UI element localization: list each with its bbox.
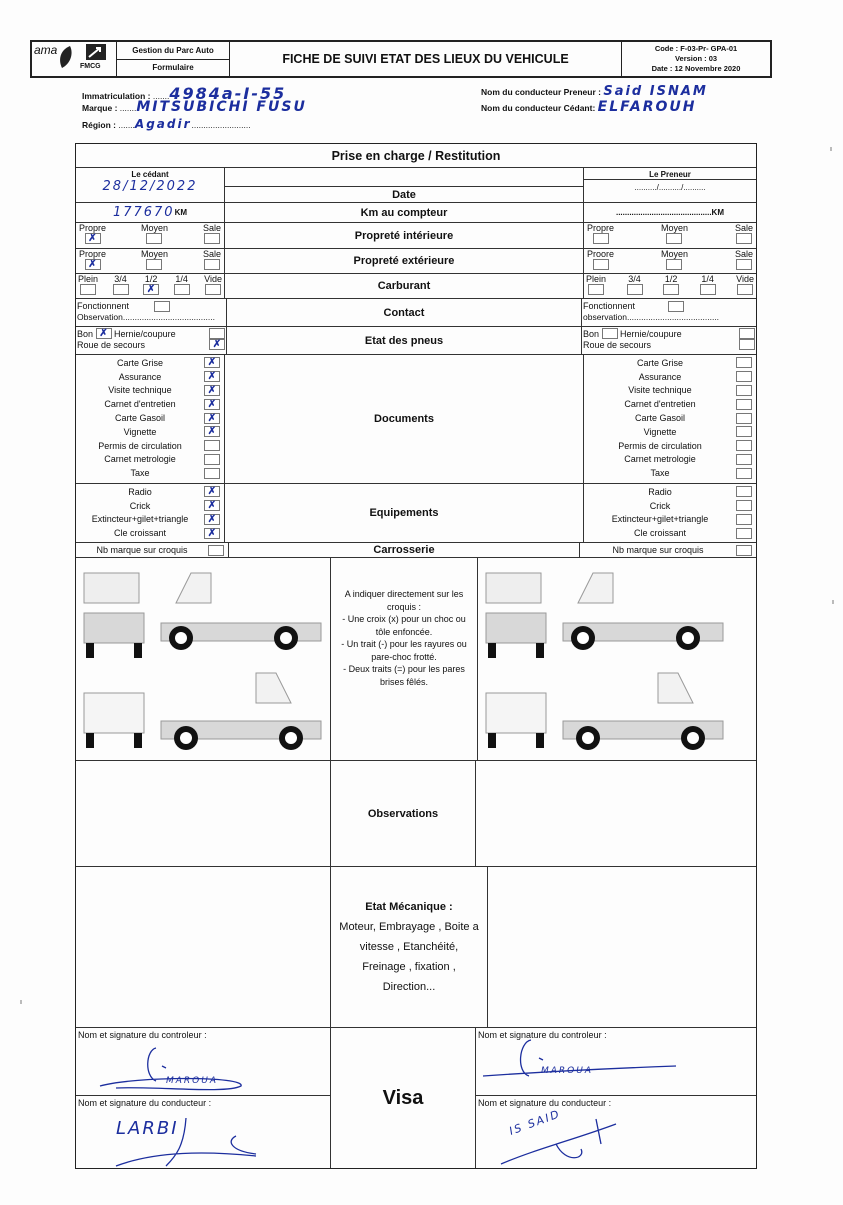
sig-name: LARBI	[116, 1118, 179, 1139]
checkbox-checked[interactable]: ✗	[204, 426, 220, 437]
hub-shape	[682, 632, 694, 644]
checkbox-vide[interactable]	[205, 284, 221, 295]
col-header-cedant: Le cédant	[131, 170, 169, 179]
checkbox-1-4[interactable]	[174, 284, 190, 295]
checkbox-1-4[interactable]	[700, 284, 716, 295]
col-header-preneur: Le Preneur	[649, 170, 691, 179]
cab-shape	[658, 673, 693, 703]
checklist-label: Crick	[129, 500, 151, 511]
logo-subtext: FMCG	[80, 63, 101, 70]
region-label: Région :	[82, 120, 116, 130]
front-tire	[134, 643, 142, 658]
vehicle-sketch-right[interactable]	[478, 558, 756, 760]
preneur-nb-marque	[580, 543, 756, 557]
sig-conducteur-label: Nom et signature du conducteur :	[478, 1098, 612, 1108]
front-tire	[86, 643, 94, 658]
cedant-documents-list	[76, 355, 225, 483]
checklist-item	[76, 384, 224, 398]
sig-controleur-label: Nom et signature du controleur :	[78, 1030, 207, 1040]
preneur-conducteur-signature[interactable]	[476, 1096, 756, 1168]
opt-3-4: 3/4	[114, 274, 127, 284]
company-logo	[32, 42, 117, 76]
bon-label: Bon	[77, 328, 94, 339]
cedant-nb-marque	[76, 543, 229, 557]
checklist-label: Crick	[649, 500, 671, 511]
cab-shape	[256, 673, 291, 703]
checklist-label: Carnet d'entretien	[624, 399, 696, 410]
checkbox[interactable]	[736, 500, 752, 511]
opt-1-2: 1/2	[144, 274, 158, 284]
checkbox-checked[interactable]: ✗	[204, 385, 220, 396]
preneur-mecanique-area[interactable]	[488, 867, 756, 1027]
checklist-item	[584, 411, 756, 425]
row-label-equipements: Equipements	[225, 484, 584, 542]
checklist-item	[76, 370, 224, 384]
doc-version: Version : 03	[674, 54, 718, 63]
checklist-item	[76, 499, 224, 513]
preneur-km-input[interactable]: ...........................................KM	[615, 208, 724, 217]
checkbox[interactable]	[736, 371, 752, 382]
hub-shape	[577, 632, 589, 644]
form-header	[30, 40, 772, 78]
checkbox[interactable]	[736, 426, 752, 437]
checklist-item	[76, 356, 224, 370]
checkbox[interactable]	[736, 385, 752, 396]
opt-propre: Propre	[587, 223, 615, 233]
marque-field[interactable]: Marque : .......MITSUBICHI FUSU	[82, 99, 307, 115]
signature-icon	[481, 1034, 681, 1089]
checkbox-checked[interactable]: ✗	[204, 528, 220, 539]
hub-shape	[280, 632, 292, 644]
opt-vide: Vide	[736, 274, 754, 284]
marque-label: Marque :	[82, 103, 118, 113]
date-label-cell	[225, 168, 584, 202]
checkbox[interactable]	[736, 399, 752, 410]
checkbox-hernie[interactable]	[739, 328, 755, 339]
front-windshield	[84, 573, 139, 603]
opt-propre: Propre	[79, 223, 107, 233]
opt-sale: Sale	[202, 249, 221, 259]
cedant-signatures	[76, 1028, 331, 1168]
scan-speck	[830, 147, 832, 151]
rear-tire	[134, 733, 142, 748]
checklist-item	[76, 411, 224, 425]
preneur-equipements-list	[584, 484, 756, 542]
checklist-item	[584, 425, 756, 439]
checklist-label: Carnet metrologie	[624, 454, 696, 465]
checkbox-propre-checked[interactable]: ✗	[85, 233, 101, 244]
mecanique-title: Etat Mécanique :	[365, 901, 453, 913]
opt-sale: Sale	[734, 249, 753, 259]
signature-icon	[496, 1114, 636, 1169]
checklist-label: Visite technique	[628, 385, 692, 396]
sig-name: MAROUA	[166, 1076, 219, 1086]
sig-name: MAROUA	[541, 1066, 594, 1076]
sketch-instructions	[331, 558, 478, 760]
row-label-documents: Documents	[225, 355, 584, 483]
fonctionnent-label: Fonctionnent	[77, 301, 130, 311]
checkbox-fonctionnent[interactable]	[668, 301, 684, 312]
cedant-label: Nom du conducteur Cédant:	[481, 103, 596, 113]
cedant-contact-cell	[76, 299, 227, 326]
checkbox-checked[interactable]: ✗	[204, 371, 220, 382]
hub-shape	[180, 732, 192, 744]
checklist-item	[76, 526, 224, 540]
instruction-line: - Deux traits (=) pour les pares brises fêlés.	[343, 664, 465, 687]
cedant-mecanique-area[interactable]	[76, 867, 331, 1027]
checklist-item	[584, 485, 756, 499]
checkbox-checked[interactable]: ✗	[204, 500, 220, 511]
rear-tire	[536, 733, 544, 748]
cedant-controleur-signature[interactable]	[76, 1028, 330, 1096]
checklist-label: Vignette	[123, 426, 157, 437]
checkbox-propre[interactable]	[593, 259, 609, 270]
km-unit: KM	[174, 208, 188, 217]
checklist-item	[76, 485, 224, 499]
checklist-item	[584, 384, 756, 398]
checklist-label: Extincteur+gilet+triangle	[611, 514, 709, 525]
checkbox[interactable]	[736, 440, 752, 451]
checklist-item	[76, 513, 224, 527]
opt-plein: Plein	[78, 274, 99, 284]
cedant-km-cell[interactable]	[76, 203, 225, 222]
checkbox-fonctionnent[interactable]	[154, 301, 170, 312]
checklist-item	[76, 397, 224, 411]
immatriculation-value[interactable]: 4984a-I-55	[169, 84, 287, 103]
checklist-item	[76, 425, 224, 439]
checkbox[interactable]	[204, 454, 220, 465]
front-tire	[536, 643, 544, 658]
hub-shape	[285, 732, 297, 744]
instruction-line: A indiquer directement sur les croquis :	[344, 589, 464, 612]
front-bumper	[486, 613, 546, 643]
opt-moyen: Moyen	[660, 249, 688, 259]
checklist-label: Radio	[128, 486, 152, 497]
checkbox-checked[interactable]: ✗	[204, 514, 220, 525]
mecanique-label-cell	[331, 867, 488, 1027]
preneur-prop-int-options	[584, 223, 756, 248]
checkbox[interactable]	[736, 468, 752, 479]
sig-controleur-label: Nom et signature du controleur :	[478, 1030, 607, 1040]
cedant-date-value[interactable]: 28/12/2022	[102, 179, 198, 194]
checkbox-checked[interactable]: ✗	[204, 357, 220, 368]
checkbox-1-2-checked[interactable]: ✗	[143, 284, 159, 295]
doc-date: Date : 12 Novembre 2020	[651, 64, 741, 73]
opt-sale: Sale	[734, 223, 753, 233]
checklist-item	[76, 439, 224, 453]
department-label: Gestion du Parc Auto	[117, 42, 229, 60]
row-label-observations: Observations	[331, 761, 476, 866]
checklist-item	[584, 499, 756, 513]
checkbox-hernie[interactable]	[209, 328, 225, 339]
checkbox[interactable]	[736, 357, 752, 368]
hub-shape	[175, 632, 187, 644]
checkbox[interactable]	[204, 468, 220, 479]
preneur-signatures	[476, 1028, 756, 1168]
doc-type-label: Formulaire	[152, 63, 194, 73]
preneur-carburant-options	[584, 274, 756, 298]
checkbox-sale[interactable]	[736, 259, 752, 270]
form-title: FICHE DE SUIVI ETAT DES LIEUX DU VEHICULE	[230, 42, 622, 76]
checkbox-propre-checked[interactable]: ✗	[85, 259, 101, 270]
row-label-date: Date	[225, 186, 583, 201]
checkbox-checked[interactable]: ✗	[204, 399, 220, 410]
checklist-label: Carnet d'entretien	[104, 399, 176, 410]
vehicle-sketch-left[interactable]	[76, 558, 331, 760]
cedant-prop-int-options	[76, 223, 225, 248]
checklist-label: Carte Grise	[116, 357, 163, 368]
leaf-icon	[56, 44, 74, 70]
preneur-field[interactable]	[481, 84, 708, 99]
opt-vide: Vide	[204, 274, 222, 284]
checklist-item	[584, 370, 756, 384]
opt-3-4: 3/4	[628, 274, 641, 284]
checklist-label: Cle croissant	[113, 528, 167, 539]
checklist-label: Taxe	[650, 468, 670, 479]
fonctionnent-label: Fonctionnent	[583, 301, 636, 311]
row-label-contact: Contact	[227, 299, 582, 326]
checkbox-sale[interactable]	[204, 259, 220, 270]
cedant-pneus-cell	[76, 327, 227, 354]
checklist-label: Extincteur+gilet+triangle	[91, 514, 189, 525]
hub-shape	[582, 732, 594, 744]
opt-sale: Sale	[202, 223, 221, 233]
preneur-date-input[interactable]: ........../........../..........	[584, 179, 756, 192]
checkbox-bon-checked[interactable]: ✗	[96, 328, 112, 339]
visa-label: Visa	[331, 1028, 476, 1168]
checkbox[interactable]	[736, 454, 752, 465]
preneur-prop-ext-options	[584, 249, 756, 273]
nb-marque-input[interactable]	[736, 545, 752, 556]
row-label-carrosserie: Carrosserie	[229, 543, 580, 557]
checkbox[interactable]	[736, 528, 752, 539]
nb-marque-input[interactable]	[208, 545, 224, 556]
immatriculation-field[interactable]: Immatriculation : .......4984a-I-55	[82, 84, 287, 103]
preneur-value[interactable]: Said ISNAM	[603, 84, 708, 99]
row-label-prop-int: Propreté intérieure	[225, 223, 584, 248]
cedant-field[interactable]	[481, 99, 697, 115]
hernie-label: Hernie/coupure	[620, 328, 682, 339]
checklist-label: Permis de circulation	[98, 440, 182, 451]
mecanique-body: Moteur, Embrayage , Boite a vitesse , Etanchéité, Freinage , fixation , Direction...	[339, 921, 479, 993]
checklist-label: Radio	[648, 486, 672, 497]
checkbox-plein[interactable]	[80, 284, 96, 295]
preneur-pneus-cell	[582, 327, 756, 354]
checkbox-3-4[interactable]	[627, 284, 643, 295]
scan-speck	[20, 1000, 22, 1004]
checkbox-plein[interactable]	[588, 284, 604, 295]
checklist-item	[584, 466, 756, 480]
checkbox-1-2[interactable]	[663, 284, 679, 295]
instruction-line: - Une croix (x) pour un choc ou tôle enfoncée.	[342, 614, 466, 637]
checkbox-moyen[interactable]	[146, 259, 162, 270]
front-windshield	[486, 573, 541, 603]
checkbox-checked[interactable]: ✗	[204, 486, 220, 497]
checkbox[interactable]	[736, 514, 752, 525]
opt-moyen: Moyen	[140, 223, 168, 233]
checklist-item	[584, 526, 756, 540]
cab-shape	[176, 573, 211, 603]
checkbox-moyen[interactable]	[666, 259, 682, 270]
cab-shape	[578, 573, 613, 603]
opt-propre: Proore	[587, 249, 615, 259]
preneur-date-cell[interactable]	[584, 168, 756, 202]
preneur-documents-list	[584, 355, 756, 483]
checkbox-sale[interactable]	[736, 233, 752, 244]
checklist-label: Assurance	[638, 371, 682, 382]
checkbox-vide[interactable]	[737, 284, 753, 295]
checklist-label: Carnet metrologie	[104, 454, 176, 465]
arrow-logo-icon	[86, 44, 106, 60]
checklist-item	[584, 453, 756, 467]
checklist-item	[584, 513, 756, 527]
opt-1-4: 1/4	[701, 274, 714, 284]
logo-text: ama	[34, 43, 58, 57]
row-label-km: Km au compteur	[225, 203, 584, 222]
sig-conducteur-label: Nom et signature du conducteur :	[78, 1098, 212, 1108]
doc-code: Code : F-03-Pr- GPA-01	[654, 44, 738, 53]
region-value[interactable]: Agadir	[134, 117, 192, 131]
checkbox-moyen[interactable]	[666, 233, 682, 244]
checkbox-propre[interactable]	[593, 233, 609, 244]
cedant-equipements-list	[76, 484, 225, 542]
opt-moyen: Moyen	[140, 249, 168, 259]
checklist-label: Carte Gasoil	[114, 413, 166, 424]
instruction-line: - Un trait (-) pour les rayures ou pare-choc frotté.	[341, 639, 467, 662]
opt-plein: Plein	[586, 274, 607, 284]
checklist-item	[584, 397, 756, 411]
checkbox-sale[interactable]	[204, 233, 220, 244]
preneur-contact-cell	[582, 299, 756, 326]
roue-label: Roue de secours	[583, 339, 652, 350]
nb-marque-label: Nb marque sur croquis	[612, 545, 704, 555]
section-title: Prise en charge / Restitution	[331, 148, 501, 163]
preneur-controleur-signature[interactable]	[476, 1028, 756, 1096]
immatriculation-label: Immatriculation :	[82, 91, 151, 101]
front-bumper	[84, 613, 144, 643]
checklist-label: Carte Gasoil	[634, 413, 686, 424]
checklist-label: Taxe	[130, 468, 150, 479]
checkbox-roue-checked[interactable]: ✗	[209, 339, 225, 350]
observation-field[interactable]: Observation.......................................	[77, 312, 215, 323]
checklist-label: Carte Grise	[636, 357, 683, 368]
scan-speck	[832, 600, 834, 604]
rear-body	[486, 693, 546, 733]
roue-label: Roue de secours	[77, 339, 146, 350]
checklist-item	[76, 466, 224, 480]
observation-field[interactable]: observation.......................................	[583, 312, 720, 323]
checklist-label: Visite technique	[108, 385, 172, 396]
cedant-observations-area[interactable]	[76, 761, 331, 866]
preneur-label: Nom du conducteur Preneur :	[481, 87, 601, 97]
cedant-prop-ext-options	[76, 249, 225, 273]
nb-marque-label: Nb marque sur croquis	[96, 545, 188, 555]
region-field[interactable]: Région : .......Agadir.........................	[82, 117, 251, 131]
doc-code-block	[622, 42, 770, 76]
truck-diagram-icon	[478, 558, 756, 760]
checkbox-checked[interactable]: ✗	[204, 413, 220, 424]
checklist-item	[76, 453, 224, 467]
cedant-conducteur-signature[interactable]	[76, 1096, 330, 1168]
hernie-label: Hernie/coupure	[114, 328, 176, 339]
rear-tire	[488, 733, 496, 748]
checkbox-bon[interactable]	[602, 328, 618, 339]
hub-shape	[687, 732, 699, 744]
front-tire	[488, 643, 496, 658]
row-label-prop-ext: Propreté extérieure	[225, 249, 584, 273]
rear-tire	[86, 733, 94, 748]
checklist-label: Vignette	[643, 426, 677, 437]
bon-label: Bon	[583, 328, 600, 339]
opt-1-4: 1/4	[175, 274, 188, 284]
opt-propre: Propre	[79, 249, 107, 259]
signature-icon	[106, 1116, 266, 1171]
preneur-observations-area[interactable]	[476, 761, 756, 866]
cedant-carburant-options	[76, 274, 225, 298]
row-label-pneus: Etat des pneus	[227, 327, 582, 354]
truck-diagram-icon	[76, 558, 330, 760]
row-label-carburant: Carburant	[225, 274, 584, 298]
marque-value[interactable]: MITSUBICHI FUSU	[136, 99, 307, 115]
inspection-table	[75, 143, 757, 1169]
rear-body	[84, 693, 144, 733]
checkbox-3-4[interactable]	[113, 284, 129, 295]
cedant-date-cell[interactable]	[76, 168, 225, 202]
checklist-label: Assurance	[118, 371, 162, 382]
opt-moyen: Moyen	[660, 223, 688, 233]
cedant-km-value[interactable]: 177670	[112, 205, 175, 220]
checklist-item	[584, 439, 756, 453]
checklist-label: Cle croissant	[633, 528, 687, 539]
sig-name: IS SAID	[507, 1107, 563, 1138]
checklist-item	[584, 356, 756, 370]
opt-1-2: 1/2	[664, 274, 678, 284]
checkbox-roue[interactable]	[739, 339, 755, 350]
checkbox[interactable]	[736, 486, 752, 497]
cedant-value[interactable]: ELFAROUH	[597, 99, 697, 115]
checkbox[interactable]	[736, 413, 752, 424]
checkbox-moyen[interactable]	[146, 233, 162, 244]
checkbox[interactable]	[204, 440, 220, 451]
checklist-label: Permis de circulation	[618, 440, 702, 451]
